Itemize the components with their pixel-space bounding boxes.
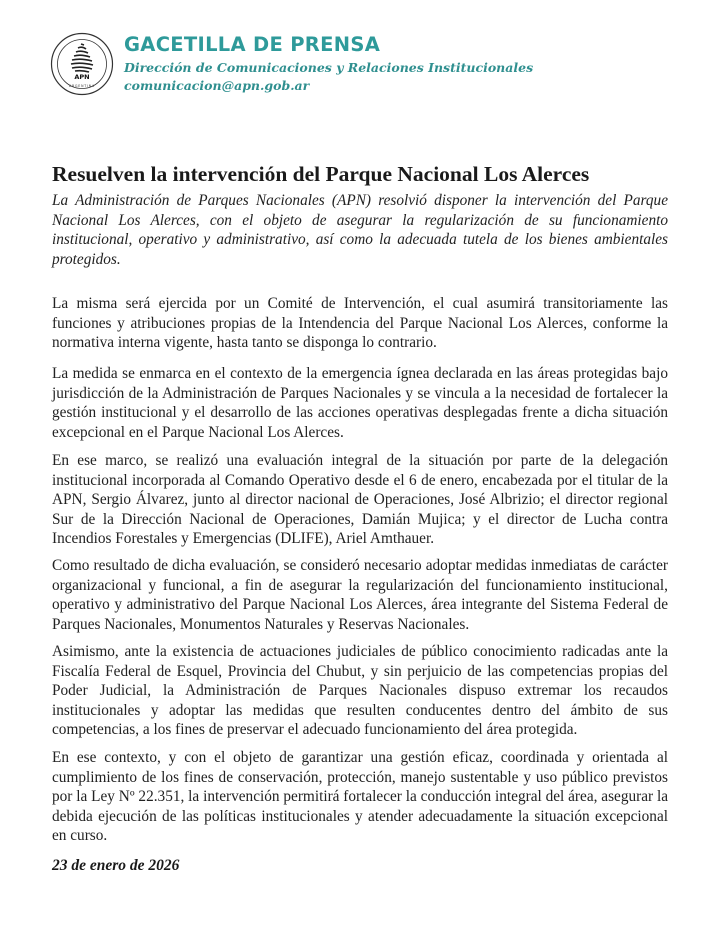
department-name: Dirección de Comunicaciones y Relaciones Institucionales — [124, 60, 534, 75]
svg-text:APN: APN — [74, 73, 90, 81]
paragraph: En ese contexto, y con el objeto de garantizar una gestión eficaz, coordinada y orientada al cumplimiento de los fines de conservación, protección, manejo sustentable y uso público previstos por la Ley Nº 22.351, la intervención permitirá fortalecer la conducción integral del área, asegurar la debida ejecución de las políticas institucionales y atender adecuadamente la situación excepcional en curso. — [52, 749, 668, 845]
paragraph: La misma será ejercida por un Comité de Intervención, el cual asumirá transitoriamente las funciones y atribuciones propias de la Intendencia del Parque Nacional Los Alerces, conforme la normativa interna vigente, hasta tanto se disponga lo contrario. — [52, 295, 668, 352]
paragraph: La medida se enmarca en el contexto de la emergencia ígnea declarada en las áreas protegidas bajo jurisdicción de la Administración de Parques Nacionales y se vincula a la necesidad de fortalecer la gestión institucional y el desarrollo de las acciones operativas desplegadas frente a dicha situación excepcional en el Parque Nacional Los Alerces. — [52, 365, 668, 441]
press-release-header — [50, 32, 670, 102]
contact-email[interactable]: comunicacion@apn.gob.ar — [124, 78, 310, 93]
paragraph-lead: La Administración de Parques Nacionales (APN) resolvió disponer la intervención del Parque Nacional Los Alerces, con el objeto de asegurar la regularización de su funcionamiento institucional, operativo y administrativo, así como la adecuada tutela de los bienes ambientales protegidos. — [52, 192, 668, 268]
apn-logo — [50, 32, 114, 96]
paragraph: En ese marco, se realizó una evaluación integral de la situación por parte de la delegación institucional incorporada al Comando Operativo desde el 6 de enero, encabezada por el titular de la APN, Sergio Álvarez, junto al director nacional de Operaciones, José Albrizio; el director regional Sur de la Dirección Nacional de Operaciones, Damián Mujica; y el director de Lucha contra Incendios Forestales y Emergencias (DLIFE), Ariel Amthauer. — [52, 452, 668, 548]
svg-text:ARGENTINA: ARGENTINA — [69, 84, 95, 88]
article-title: Resuelven la intervención del Parque Nacional Los Alerces — [52, 162, 590, 187]
press-release-title: GACETILLA DE PRENSA — [124, 33, 381, 56]
paragraph: Asimismo, ante la existencia de actuaciones judiciales de público conocimiento radicadas ante la Fiscalía Federal de Esquel, Provincia del Chubut, y sin perjuicio de las competencias propias del Poder Judicial, la Administración de Parques Nacionales dispuso extremar los recaudos institucionales y adoptar las medidas que resulten conducentes dentro del ámbito de sus competencias, a los fines de preservar el adecuado funcionamiento del área protegida. — [52, 643, 668, 739]
publication-date: 23 de enero de 2026 — [52, 857, 180, 874]
paragraph: Como resultado de dicha evaluación, se consideró necesario adoptar medidas inmediatas de carácter organizacional y funcional, a fin de asegurar la regularización del funcionamiento institucional, operativo y administrativo del Parque Nacional Los Alerces, área integrante del Sistema Federal de Parques Nacionales, Monumentos Naturales y Reservas Nacionales. — [52, 557, 668, 633]
